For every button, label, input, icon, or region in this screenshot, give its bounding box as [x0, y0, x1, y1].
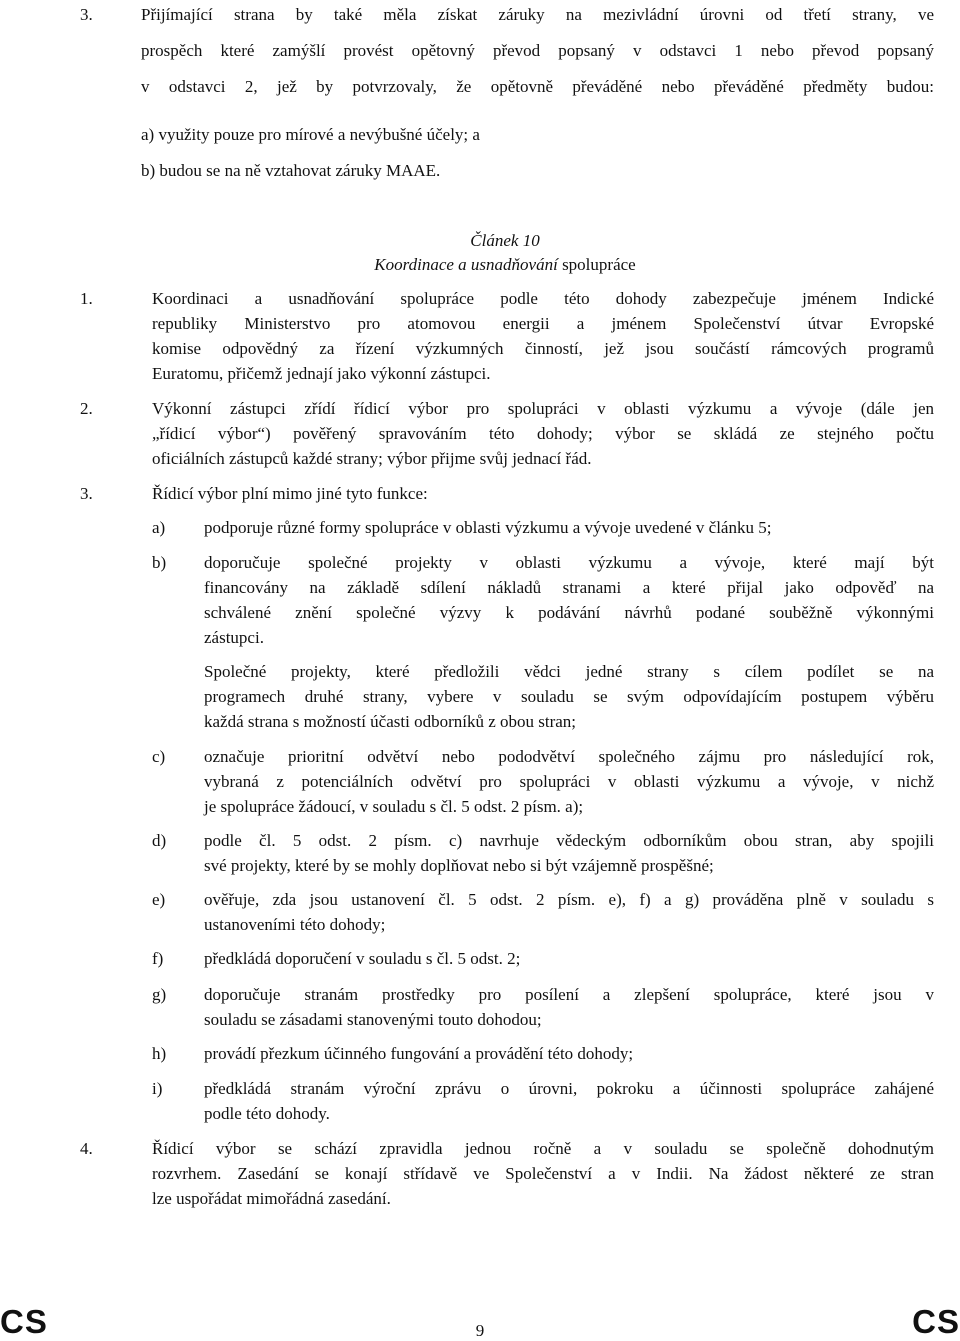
item-label: g) [152, 985, 167, 1004]
text-line: své projekty, které by se mohly doplňovat nebo si být vzájemně prospěšné; [204, 856, 714, 875]
text-line: Řídicí výbor se schází zpravidla jednou ročně a v souladu se společně dohodnutým [152, 1139, 934, 1158]
list-item: a) využity pouze pro mírové a nevýbušné účely; a [141, 125, 480, 144]
text-line: Řídicí výbor plní mimo jiné tyto funkce: [152, 484, 428, 503]
text-line: lze uspořádat mimořádná zasedání. [152, 1189, 391, 1208]
text-line: ověřuje, zda jsou ustanovení čl. 5 odst. 2 písm. e), f) a g) prováděna plně v souladu s [204, 890, 934, 909]
text-line: označuje prioritní odvětví nebo pododvětví společného zájmu pro následující rok, [204, 747, 934, 766]
text-line: vybraná z potenciálních odvětví pro spolupráci v oblasti výzkumu a vývoje, v nichž [204, 772, 934, 791]
text-line: předkládá doporučení v souladu s čl. 5 odst. 2; [204, 949, 521, 968]
text-line: podle této dohody. [204, 1104, 330, 1123]
text-line: republiky Ministerstvo pro atomovou energii a jménem Společenství útvar Evropské [152, 314, 934, 333]
item-label: c) [152, 747, 166, 766]
text-line: oficiálních zástupců každé strany; výbor přijme svůj jednací řád. [152, 449, 592, 468]
text-line: je spolupráce žádoucí, v souladu s čl. 5 odst. 2 písm. a); [204, 797, 584, 816]
text-line: souladu se zásadami stanovenými touto dohodou; [204, 1010, 542, 1029]
item-label: a) [152, 518, 166, 537]
paragraph-number: 3. [80, 484, 93, 503]
text-line: Společné projekty, které předložili vědci jedné strany s cílem podílet se na [204, 662, 934, 681]
text-line: komise odpovědný za řízení výzkumných činností, jež jsou součástí rámcových programů [152, 339, 934, 358]
text-line: ustanoveními této dohody; [204, 915, 386, 934]
page-number: 9 [475, 1321, 485, 1340]
article-title: Článek 10 [470, 231, 540, 250]
text-line: Euratomu, přičemž jednají jako výkonní zástupci. [152, 364, 491, 383]
text-line: schválené znění společné výzvy k podávání návrhů podané souběžně výkonnými [204, 603, 934, 622]
item-label: d) [152, 831, 167, 850]
article-subtitle: Koordinace a usnadňování spolupráce [374, 255, 636, 274]
paragraph-number: 2. [80, 399, 93, 418]
text-line: každá strana s možností účasti odborníků z obou stran; [204, 712, 577, 731]
language-code-left: CS [0, 1303, 48, 1340]
item-label: e) [152, 890, 166, 909]
text-line: Koordinaci a usnadňování spolupráce podle této dohody zabezpečuje jménem Indické [152, 289, 934, 308]
text-line: podle čl. 5 odst. 2 písm. c) navrhuje vědeckým odborníkům obou stran, aby spojili [204, 831, 934, 850]
text-line: programech druhé strany, vybere v souladu se svým odpovídajícím postupem výběru [204, 687, 934, 706]
text-line: doporučuje společné projekty v oblasti výzkumu a vývoje, které mají být [204, 553, 934, 572]
item-label: i) [152, 1079, 163, 1098]
text-line: provádí přezkum účinného fungování a provádění této dohody; [204, 1044, 634, 1063]
text-line: rozvrhem. Zasedání se konají střídavě ve Společenství a v Indii. Na žádost některé ze stran [152, 1164, 934, 1183]
text-line: v odstavci 2, jež by potvrzovaly, že opětovně převáděné nebo převáděné předměty budou: [141, 77, 934, 96]
text-line: podporuje různé formy spolupráce v oblasti výzkumu a vývoje uvedené v článku 5; [204, 518, 772, 537]
text-line: Přijímající strana by také měla získat záruky na mezivládní úrovni od třetí strany, ve [141, 5, 934, 24]
list-item: b) budou se na ně vztahovat záruky MAAE. [141, 161, 441, 180]
text-line: financovány na základě sdílení nákladů stranami a které přijal jako odpověď na [204, 578, 934, 597]
paragraph-number: 3. [80, 5, 93, 24]
text-line: Výkonní zástupci zřídí řídicí výbor pro spolupráci v oblasti výzkumu a vývoje (dále jen [152, 399, 934, 418]
paragraph-number: 1. [80, 289, 93, 308]
item-label: h) [152, 1044, 167, 1063]
item-label: b) [152, 553, 167, 572]
text-line: doporučuje stranám prostředky pro posílení a zlepšení spolupráce, které jsou v [204, 985, 934, 1004]
text-line: „řídicí výbor“) pověřený spravováním této dohody; výbor se skládá ze stejného počtu [152, 424, 934, 443]
language-code-right: CS [912, 1303, 960, 1340]
paragraph-number: 4. [80, 1139, 93, 1158]
text-line: zástupci. [204, 628, 264, 647]
text-line: prospěch které zamýšlí provést opětovný převod popsaný v odstavci 1 nebo převod popsaný [141, 41, 934, 60]
item-label: f) [152, 949, 164, 968]
text-line: předkládá stranám výroční zprávu o úrovni, pokroku a účinnosti spolupráce zahájené [204, 1079, 934, 1098]
